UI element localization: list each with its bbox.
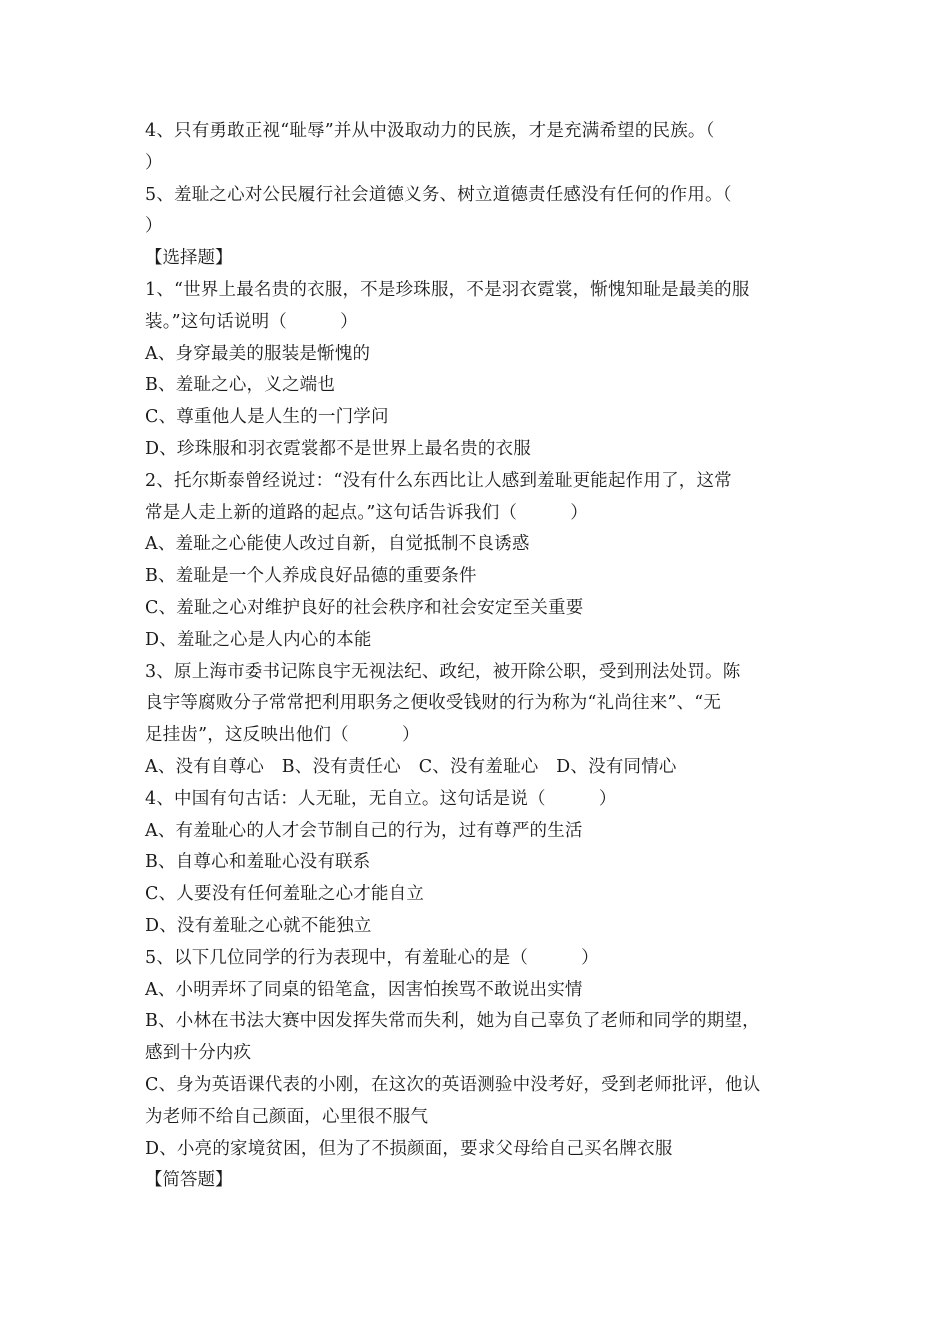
option-c: C、羞耻之心对维护良好的社会秩序和社会安定至关重要 (145, 597, 584, 618)
question-stem: 装。”这句话说明（ ） (145, 311, 358, 332)
option-b: B、羞耻之心，义之端也 (145, 375, 336, 396)
choice-section-heading: 【选择题】 (145, 248, 233, 269)
option-b: B、羞耻是一个人养成良好品德的重要条件 (145, 566, 477, 587)
question-stem: 1、“世界上最名贵的衣服，不是珍珠服，不是羽衣霓裳，惭愧知耻是最美的服 (145, 279, 750, 300)
option-c: C、人要没有任何羞耻之心才能自立 (145, 884, 425, 905)
question-stem: 足挂齿”，这反映出他们（ ） (145, 725, 420, 746)
judgment-line: ） (145, 216, 163, 237)
option-a: A、有羞耻心的人才会节制自己的行为，过有尊严的生活 (145, 820, 583, 841)
question-stem: 5、以下几位同学的行为表现中，有羞耻心的是（ ） (145, 947, 599, 968)
judgment-line: ） (145, 152, 163, 173)
option-d: D、小亮的家境贫困，但为了不损颜面，要求父母给自己买名牌衣服 (145, 1138, 673, 1159)
judgment-line: 5、羞耻之心对公民履行社会道德义务、树立道德责任感没有任何的作用。（ (145, 184, 732, 205)
option-c: C、尊重他人是人生的一门学问 (145, 407, 389, 428)
option-b: B、小林在书法大赛中因发挥失常而失利，她为自己辜负了老师和同学的期望， (145, 1011, 760, 1032)
short-answer-section-heading: 【简答题】 (145, 1170, 233, 1191)
option-b: B、自尊心和羞耻心没有联系 (145, 852, 371, 873)
choice-question-3 (145, 657, 815, 784)
option-d: D、没有羞耻之心就不能独立 (145, 915, 372, 936)
judgment-item (145, 116, 815, 180)
question-stem: 常是人走上新的道路的起点。”这句话告诉我们（ ） (145, 502, 588, 523)
question-stem: 良宇等腐败分子常常把利用职务之便收受钱财的行为称为“礼尚往来”、“无 (145, 693, 722, 714)
choice-question-4 (145, 784, 815, 943)
option-a: A、小明弄坏了同桌的铅笔盒，因害怕挨骂不敢说出实情 (145, 979, 583, 1000)
question-stem: 2、托尔斯泰曾经说过：“没有什么东西比让人感到羞耻更能起作用了，这常 (145, 470, 732, 491)
option-a: A、羞耻之心能使人改过自新，自觉抵制不良诱惑 (145, 534, 530, 555)
document-content (145, 116, 815, 1197)
choice-question-1 (145, 275, 815, 466)
choice-question-5 (145, 943, 815, 1166)
question-stem: 3、原上海市委书记陈良宇无视法纪、政纪，被开除公职，受到刑法处罚。陈 (145, 661, 741, 682)
judgment-line: 4、只有勇敢正视“耻辱”并从中汲取动力的民族，才是充满希望的民族。（ (145, 121, 715, 141)
option-a: A、身穿最美的服装是惭愧的 (145, 343, 371, 364)
option-b-continued: 感到十分内疚 (145, 1043, 252, 1064)
option-c: C、身为英语课代表的小刚，在这次的英语测验中没考好，受到老师批评，他认 (145, 1074, 761, 1095)
judgment-item (145, 180, 815, 244)
options-row: A、没有自尊心 B、没有责任心 C、没有羞耻心 D、没有同情心 (145, 756, 677, 777)
choice-question-2 (145, 466, 815, 657)
option-c-continued: 为老师不给自己颜面，心里很不服气 (145, 1106, 429, 1127)
question-stem: 4、中国有句古话：人无耻，无自立。这句话是说（ ） (145, 788, 617, 809)
option-d: D、珍珠服和羽衣霓裳都不是世界上最名贵的衣服 (145, 438, 531, 459)
option-d: D、羞耻之心是人内心的本能 (145, 629, 372, 650)
